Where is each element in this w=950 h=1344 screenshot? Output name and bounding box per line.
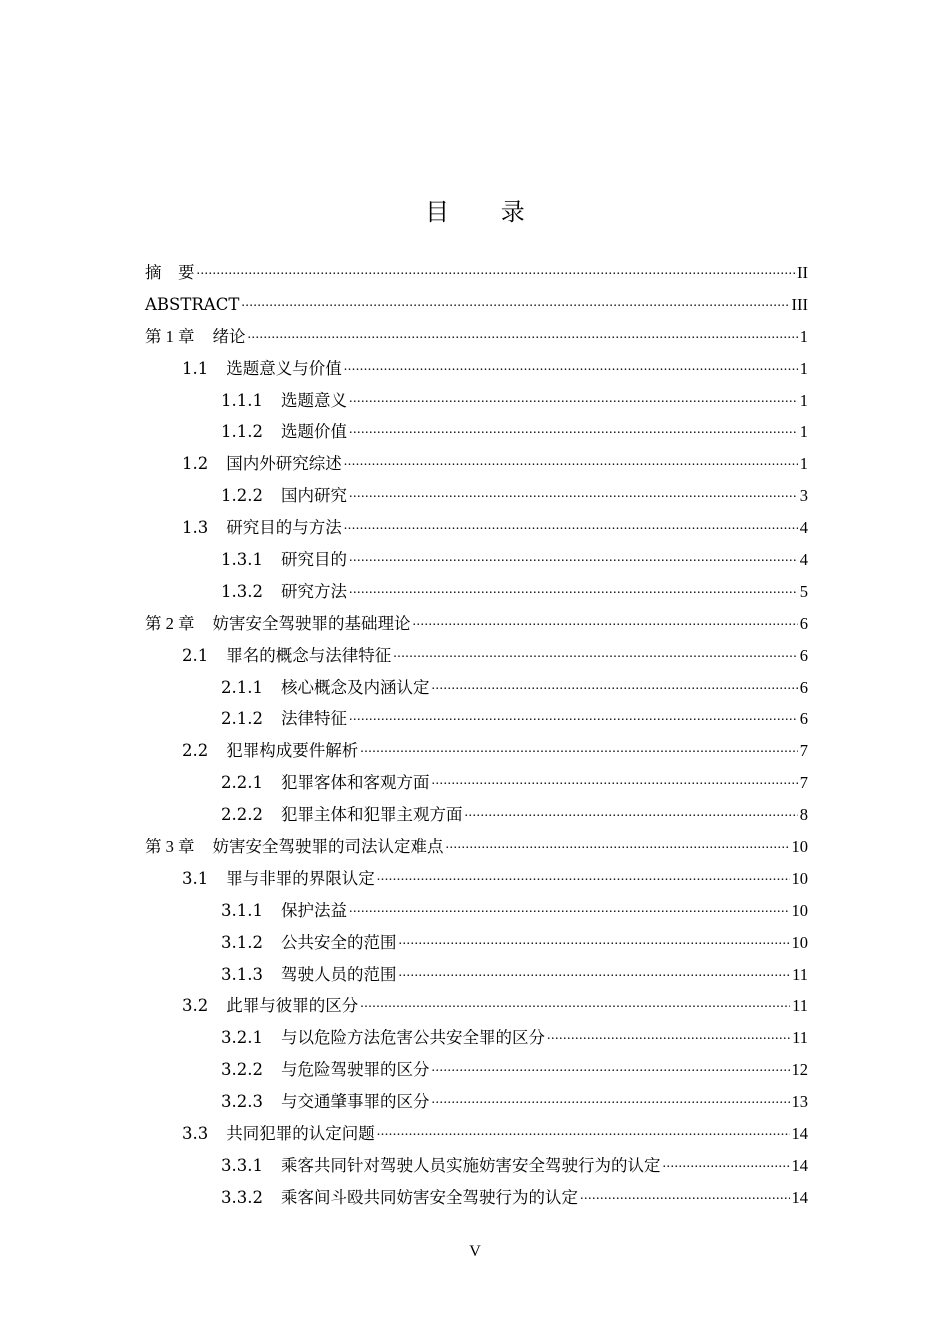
toc-entry-number: 2.1.2: [221, 709, 263, 729]
toc-chapter-3[interactable]: [145, 831, 808, 863]
toc-entry-title: 法律特征: [280, 709, 347, 729]
toc-entry-page: 1: [799, 454, 808, 474]
toc-entry-page: 6: [799, 645, 808, 665]
toc-entry-title: 妨害安全驾驶罪的基础理论: [212, 613, 411, 633]
toc-entry-title: 绪论: [212, 326, 246, 346]
toc-entry-title: 国内研究: [280, 486, 347, 506]
toc-entry-title: 研究目的: [280, 549, 347, 569]
dot-leader: [360, 996, 790, 1016]
toc-entry-number: 3.1.1: [221, 900, 263, 920]
toc-entry-number: 第 3 章: [145, 836, 195, 856]
toc-entry-page: 14: [791, 1187, 808, 1207]
toc-entry-title: 乘客共同针对驾驶人员实施妨害安全驾驶行为的认定: [280, 1155, 661, 1175]
toc-entry-title: 犯罪主体和犯罪主观方面: [280, 805, 463, 825]
toc-section-1-2[interactable]: [145, 448, 808, 480]
dot-leader: [446, 837, 790, 857]
toc-entry-number: 3.2.2: [221, 1060, 263, 1080]
dot-leader: [662, 1156, 789, 1176]
toc-entry-page: 6: [799, 709, 808, 729]
toc-entry-page: 11: [792, 1028, 808, 1048]
dot-leader: [393, 646, 798, 666]
toc-entry-page: 14: [791, 1155, 808, 1175]
toc-entry-number: 1.2.2: [221, 486, 263, 506]
toc-entry-number: 第 2 章: [145, 613, 195, 633]
toc-entry-number: 1.1: [182, 358, 209, 378]
toc-entry-title: 乘客间斗殴共同妨害安全驾驶行为的认定: [280, 1187, 578, 1207]
toc-entry-page: III: [791, 294, 808, 314]
toc-entry-page: 10: [791, 836, 808, 856]
toc-entry-page: 1: [799, 358, 808, 378]
toc-subsection-1-1-2[interactable]: [145, 416, 808, 448]
toc-entry-title: 研究方法: [280, 581, 347, 601]
toc-entry-page: 7: [799, 741, 808, 761]
toc-subsection-3-2-3[interactable]: [145, 1086, 808, 1118]
toc-subsection-2-1-2[interactable]: [145, 703, 808, 735]
toc-subsection-3-1-3[interactable]: [145, 959, 808, 991]
toc-entry-page: 11: [792, 996, 808, 1016]
dot-leader: [580, 1188, 790, 1208]
toc-entry-page: 5: [799, 581, 808, 601]
toc-entry-page: 1: [799, 326, 808, 346]
toc-entry-page: 1: [799, 390, 808, 410]
toc-subsection-3-1-2[interactable]: [145, 927, 808, 959]
toc-subsection-1-3-1[interactable]: [145, 544, 808, 576]
toc-entry-number: 3.1.2: [221, 932, 263, 952]
toc-entry-title: 罪名的概念与法律特征: [226, 645, 392, 665]
toc-entry-page: 3: [799, 486, 808, 506]
toc-entry-page: 6: [799, 613, 808, 633]
dot-leader: [398, 965, 790, 985]
table-of-contents: [145, 257, 808, 1214]
dot-leader: [377, 869, 790, 889]
dot-leader: [241, 295, 789, 315]
dot-leader: [349, 550, 798, 570]
toc-entry-number: 3.2.1: [221, 1028, 263, 1048]
toc-section-3-1[interactable]: [145, 863, 808, 895]
toc-entry-number: 2.2.2: [221, 805, 263, 825]
toc-section-1-3[interactable]: [145, 512, 808, 544]
toc-subsection-2-2-1[interactable]: [145, 767, 808, 799]
toc-entry-page: 11: [792, 964, 808, 984]
toc-entry-number: 摘 要: [145, 262, 195, 282]
toc-entry-title: 公共安全的范围: [280, 932, 397, 952]
toc-entry-number: 1.3: [182, 518, 209, 538]
toc-entry-number: ABSTRACT: [145, 294, 240, 314]
dot-leader: [349, 486, 798, 506]
toc-entry-page: II: [797, 262, 808, 282]
dot-leader: [431, 678, 797, 698]
toc-section-3-2[interactable]: [145, 990, 808, 1022]
dot-leader: [547, 1028, 790, 1048]
toc-entry-abstract-en[interactable]: [145, 289, 808, 321]
toc-entry-title: 国内外研究综述: [226, 454, 342, 474]
toc-chapter-1[interactable]: [145, 321, 808, 353]
dot-leader: [377, 1124, 790, 1144]
toc-entry-page: 4: [799, 549, 808, 569]
dot-leader: [349, 391, 798, 411]
toc-entry-page: 10: [791, 868, 808, 888]
dot-leader: [349, 901, 790, 921]
toc-entry-title: 与危险驾驶罪的区分: [280, 1060, 430, 1080]
toc-entry-page: 1: [799, 422, 808, 442]
toc-entry-title: 研究目的与方法: [226, 518, 342, 538]
toc-entry-number: 3.3.1: [221, 1155, 263, 1175]
toc-section-1-1[interactable]: [145, 353, 808, 385]
dot-leader: [349, 709, 798, 729]
toc-entry-page: 13: [791, 1092, 808, 1112]
toc-subsection-1-2-2[interactable]: [145, 480, 808, 512]
toc-entry-page: 12: [791, 1060, 808, 1080]
dot-leader: [349, 582, 798, 602]
dot-leader: [431, 773, 797, 793]
toc-entry-title: 犯罪构成要件解析: [226, 741, 359, 761]
toc-entry-page: 10: [791, 932, 808, 952]
toc-entry-number: 3.3: [182, 1123, 209, 1143]
toc-entry-number: 3.1: [182, 868, 209, 888]
dot-leader: [248, 327, 798, 347]
toc-entry-title: 保护法益: [280, 900, 347, 920]
toc-chapter-2[interactable]: [145, 608, 808, 640]
toc-entry-number: 2.2.1: [221, 773, 263, 793]
toc-subsection-3-2-1[interactable]: [145, 1022, 808, 1054]
toc-entry-title: 核心概念及内涵认定: [280, 677, 430, 697]
toc-entry-number: 第 1 章: [145, 326, 195, 346]
toc-entry-page: 14: [791, 1123, 808, 1143]
toc-entry-number: 3.2.3: [221, 1092, 263, 1112]
toc-entry-page: 6: [799, 677, 808, 697]
toc-entry-number: 3.1.3: [221, 964, 263, 984]
toc-section-2-1[interactable]: [145, 640, 808, 672]
toc-entry-title: 与交通肇事罪的区分: [280, 1092, 430, 1112]
toc-subsection-1-1-1[interactable]: [145, 385, 808, 417]
toc-entry-abstract-cn[interactable]: [145, 257, 808, 289]
toc-entry-number: 1.2: [182, 454, 209, 474]
toc-entry-page: 4: [799, 518, 808, 538]
toc-entry-number: 3.3.2: [221, 1187, 263, 1207]
dot-leader: [360, 741, 798, 761]
dot-leader: [431, 1092, 789, 1112]
toc-subsection-3-1-1[interactable]: [145, 895, 808, 927]
toc-entry-number: 1.3.1: [221, 549, 263, 569]
toc-subsection-2-1-1[interactable]: [145, 672, 808, 704]
toc-entry-number: 1.3.2: [221, 581, 263, 601]
toc-subsection-2-2-2[interactable]: [145, 799, 808, 831]
toc-entry-title: 选题意义与价值: [226, 358, 342, 378]
toc-entry-title: 选题意义: [280, 390, 347, 410]
toc-entry-title: 驾驶人员的范围: [280, 964, 397, 984]
toc-entry-title: 此罪与彼罪的区分: [226, 996, 359, 1016]
page-number-footer: V: [469, 1243, 481, 1260]
dot-leader: [349, 422, 798, 442]
toc-entry-title: 共同犯罪的认定问题: [226, 1123, 375, 1143]
page-title: 目 录: [425, 198, 547, 226]
toc-subsection-3-2-2[interactable]: [145, 1054, 808, 1086]
toc-entry-title: 犯罪客体和客观方面: [280, 773, 430, 793]
toc-section-3-3[interactable]: [145, 1118, 808, 1150]
toc-entry-title: 选题价值: [280, 422, 347, 442]
dot-leader: [344, 359, 798, 379]
dot-leader: [398, 933, 789, 953]
toc-entry-page: 7: [799, 773, 808, 793]
toc-entry-page: 10: [791, 900, 808, 920]
toc-entry-number: 3.2: [182, 996, 209, 1016]
toc-entry-title: 妨害安全驾驶罪的司法认定难点: [212, 836, 444, 856]
dot-leader: [464, 805, 797, 825]
toc-entry-page: 8: [799, 805, 808, 825]
toc-entry-title: 与以危险方法危害公共安全罪的区分: [280, 1028, 545, 1048]
toc-subsection-1-3-2[interactable]: [145, 576, 808, 608]
toc-entry-number: 2.2: [182, 741, 209, 761]
toc-entry-number: 2.1: [182, 645, 209, 665]
toc-entry-number: 1.1.1: [221, 390, 263, 410]
dot-leader: [197, 263, 796, 283]
dot-leader: [431, 1060, 789, 1080]
toc-entry-title: 罪与非罪的界限认定: [226, 868, 375, 888]
toc-subsection-3-3-2[interactable]: [145, 1182, 808, 1214]
toc-section-2-2[interactable]: [145, 735, 808, 767]
toc-entry-number: 1.1.2: [221, 422, 263, 442]
toc-subsection-3-3-1[interactable]: [145, 1150, 808, 1182]
dot-leader: [344, 518, 798, 538]
toc-entry-number: 2.1.1: [221, 677, 263, 697]
dot-leader: [344, 454, 798, 474]
dot-leader: [413, 614, 798, 634]
